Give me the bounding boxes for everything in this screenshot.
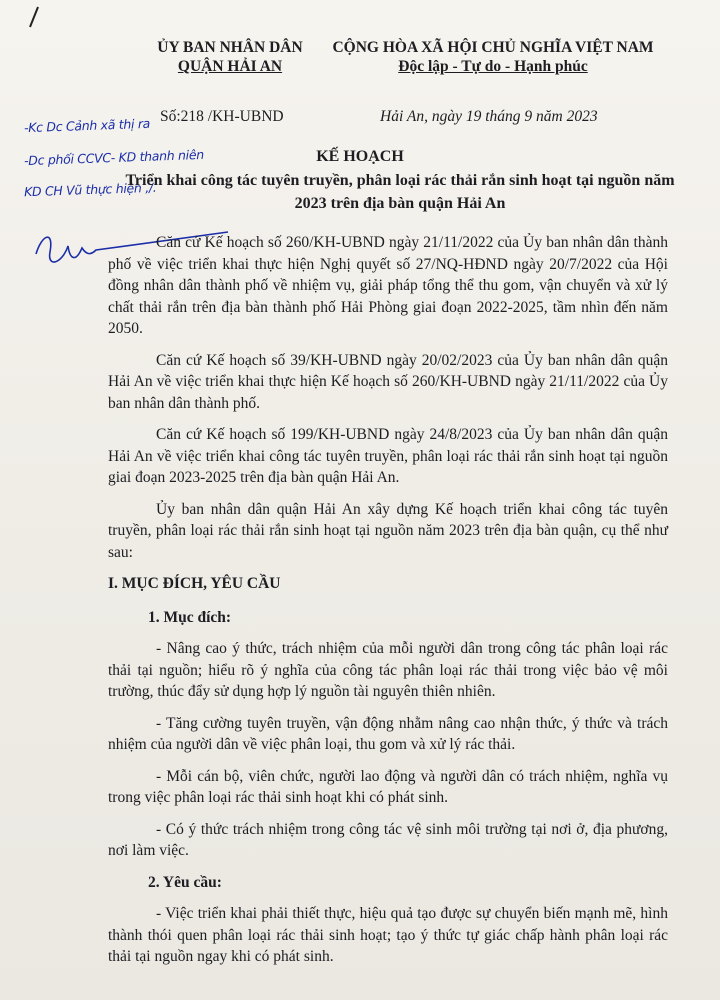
issuing-authority bbox=[130, 38, 330, 76]
document-date: Hải An, ngày 19 tháng 9 năm 2023 bbox=[380, 108, 598, 125]
requirement-item-1: - Việc triển khai phải thiết thực, hiệu quả tạo được sự chuyển biến mạnh mẽ, hình thành thói quen phân loại rác thải sinh hoạt; tạo ý thức tự giác chấp hành phân loại rác thải tại nguồn ngay khi có phát sinh. bbox=[108, 905, 668, 965]
subheading-requirements: 2. Yêu cầu: bbox=[148, 873, 222, 891]
document-subtitle: Triển khai công tác tuyên truyền, phân loại rác thải rắn sinh hoạt tại nguồn năm 2023 trên địa bàn quận Hải An bbox=[125, 172, 675, 212]
handwritten-note-3: KD CH Vũ thực hiện ,/. bbox=[23, 179, 157, 200]
pen-mark bbox=[28, 6, 40, 28]
purpose-item-2: - Tăng cường tuyên truyền, vận động nhằm nâng cao nhận thức, ý thức và trách nhiệm của người dân về việc phân loại, thu gom và xử lý rác thải. bbox=[108, 714, 668, 753]
plan-intro: Ủy ban nhân dân quận Hải An xây dựng Kế hoạch triển khai công tác tuyên truyền, phân loại rác thải rắn sinh hoạt tại nguồn năm 2023 trên địa bàn quận, cụ thể như sau: bbox=[108, 500, 668, 561]
legal-basis-2: Căn cứ Kế hoạch số 39/KH-UBND ngày 20/02/2023 của Ủy ban nhân dân quận Hải An về việc triển khai thực hiện Kế hoạch số 260/KH-UBND ngày 21/11/2022 của Ủy ban nhân dân thành phố. bbox=[108, 351, 668, 412]
purpose-item-3: - Mỗi cán bộ, viên chức, người lao động và người dân có trách nhiệm, nghĩa vụ trong việc phân loại rác thải sinh hoạt khi có phát sinh. bbox=[108, 767, 668, 806]
subheading-purpose: 1. Mục đích: bbox=[148, 608, 232, 626]
handwritten-note-2: -Dc phối CCVC- KD thanh niên bbox=[23, 146, 205, 169]
document-title: KẾ HOẠCH bbox=[316, 148, 404, 165]
document-number: Số:218 /KH-UBND bbox=[160, 108, 284, 125]
motto-line-2: Độc lập - Tự do - Hạnh phúc bbox=[398, 58, 588, 75]
authority-line-1: ỦY BAN NHÂN DÂN bbox=[157, 39, 303, 56]
national-motto bbox=[318, 38, 668, 76]
motto-line-1: CỘNG HÒA XÃ HỘI CHỦ NGHĨA VIỆT NAM bbox=[332, 39, 654, 56]
purpose-item-4: - Có ý thức trách nhiệm trong công tác vệ sinh môi trường tại nơi ở, địa phương, nơi làm việc. bbox=[108, 820, 668, 859]
legal-basis-1: Căn cứ Kế hoạch số 260/KH-UBND ngày 21/11/2022 của Ủy ban nhân dân thành phố về việc triển khai thực hiện Nghị quyết số 27/NQ-HĐND ngày 20/7/2022 của Hội đồng nhân dân thành phố về nhiệm vụ, giải pháp tổng thể thu gom, vận chuyển và xử lý chất thải rắn trên địa bàn thành phố Hải Phòng giai đoạn 2022-2025, tầm nhìn đến năm 2050. bbox=[108, 234, 668, 337]
purpose-item-1: - Nâng cao ý thức, trách nhiệm của mỗi người dân trong công tác phân loại rác thải tại nguồn; hiểu rõ ý nghĩa của công tác phân loại rác thải trong việc bảo vệ môi trường, thúc đẩy sử dụng hợp lý nguồn tài nguyên thiên nhiên. bbox=[108, 640, 668, 700]
authority-line-2: QUẬN HẢI AN bbox=[177, 58, 283, 75]
handwritten-note-1: -Kc Dc Cảnh xã thị ra bbox=[23, 115, 151, 136]
section-heading-purpose: I. MỤC ĐÍCH, YÊU CẦU bbox=[108, 575, 281, 592]
document-body bbox=[108, 232, 668, 978]
legal-basis-3: Căn cứ Kế hoạch số 199/KH-UBND ngày 24/8/2023 của Ủy ban nhân dân quận Hải An về việc triển khai công tác tuyên truyền, phân loại rác thải rắn sinh hoạt tại nguồn giai đoạn 2023-2025 trên địa bàn quận Hải An. bbox=[108, 426, 668, 486]
